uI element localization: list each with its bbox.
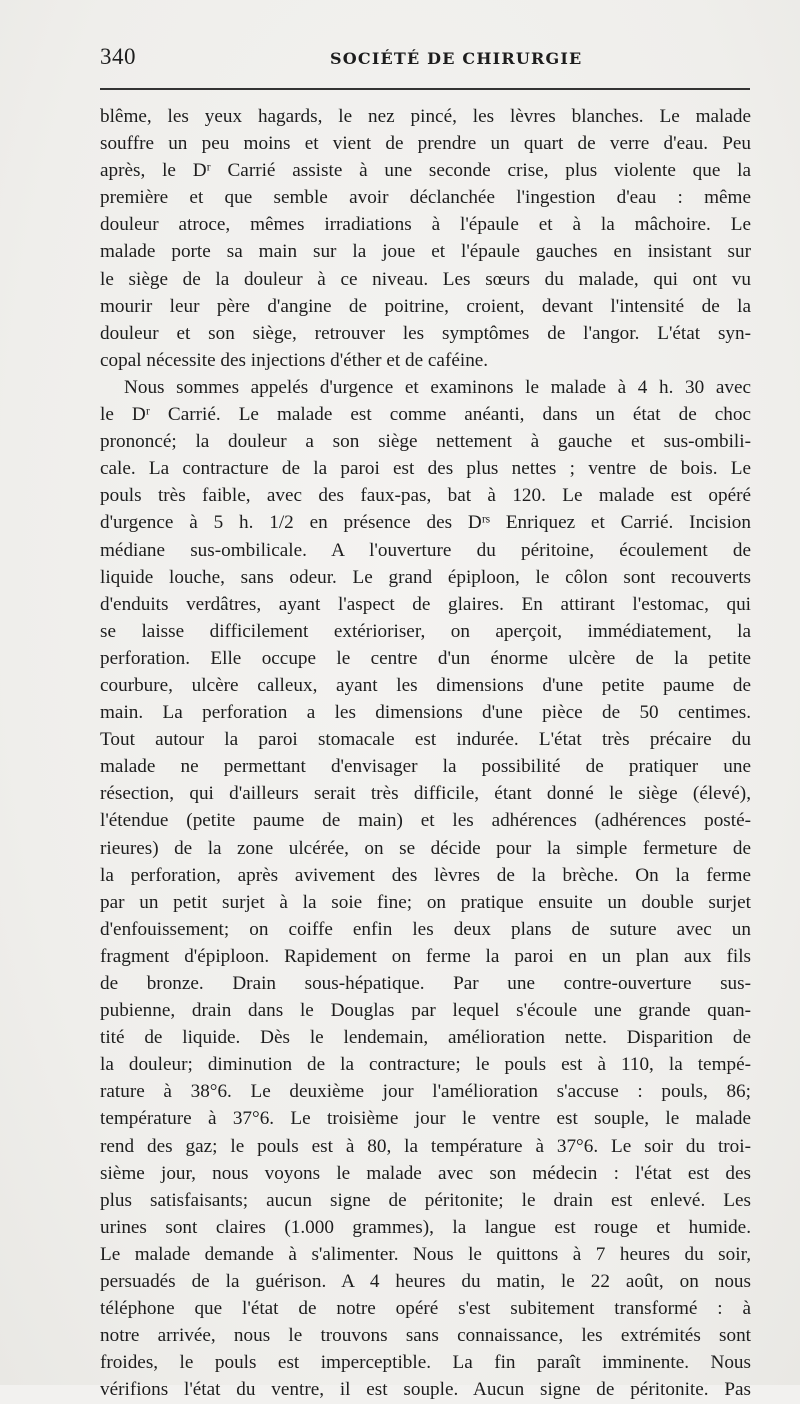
text-line: vérifions l'état du ventre, il est souple. Aucun signe de péritonite. Pas: [100, 1379, 751, 1401]
text-line: de bronze. Drain sous-hépatique. Par une contre-ouverture sus-: [100, 973, 751, 994]
text-line: Tout autour la paroi stomacale est indurée. L'état très précaire du: [100, 729, 751, 751]
text-line: d'enduits verdâtres, ayant l'aspect de glaires. En attirant l'estomac, qui: [100, 593, 751, 615]
page-header: [100, 44, 750, 74]
body-text: [100, 103, 751, 1401]
text-line: souffre un peu moins et vient de prendre un quart de verre d'eau. Peu: [100, 133, 751, 155]
header-rule: [100, 88, 750, 90]
text-line: pouls très faible, avec des faux-pas, bat à 120. Le malade est opéré: [100, 485, 751, 507]
text-line: Le malade demande à s'alimenter. Nous le quittons à 7 heures du soir,: [100, 1243, 751, 1265]
text-line: urines sont claires (1.000 grammes), la langue est rouge et humide.: [100, 1216, 751, 1238]
text-line: malade ne permettant d'envisager la possibilité de pratiquer une: [100, 756, 751, 778]
text-line: copal nécessite des injections d'éther et de caféine.: [100, 349, 489, 371]
text-line: résection, qui d'ailleurs serait très difficile, étant donné le siège (élevé),: [100, 783, 751, 805]
text-line: persuadés de la guérison. A 4 heures du matin, le 22 août, on nous: [100, 1271, 751, 1293]
text-line: par un petit surjet à la soie fine; on pratique ensuite un double surjet: [100, 891, 751, 913]
text-line: le siège de la douleur à ce niveau. Les sœurs du malade, qui ont vu: [100, 268, 751, 290]
text-line: première et que semble avoir déclanchée l'ingestion d'eau : même: [100, 187, 751, 209]
paragraph: [100, 374, 751, 1404]
text-line: la douleur; diminution de la contracture; le pouls est à 110, la tempé-: [100, 1054, 751, 1076]
text-line: fragment d'épiploon. Rapidement on ferme la paroi en un plan aux fils: [100, 945, 751, 967]
text-line: d'urgence à 5 h. 1/2 en présence des Dʳˢ Enriquez et Carrié. Incision: [100, 512, 751, 534]
text-line: perforation. Elle occupe le centre d'un énorme ulcère de la petite: [100, 647, 751, 669]
text-line: mourir leur père d'angine de poitrine, croient, devant l'intensité de la: [100, 295, 751, 317]
text-line: cale. La contracture de la paroi est des plus nettes ; ventre de bois. Le: [100, 458, 751, 480]
text-line: notre arrivée, nous le trouvons sans connaissance, les extrémités sont: [100, 1325, 751, 1347]
text-line: plus satisfaisants; aucun signe de péritonite; le drain est enlevé. Les: [100, 1189, 751, 1211]
page-number: 340: [100, 44, 136, 69]
text-line: main. La perforation a les dimensions d'une pièce de 50 centimes.: [100, 702, 751, 724]
text-line: blême, les yeux hagards, le nez pincé, les lèvres blanches. Le malade: [100, 106, 751, 127]
text-line: Nous sommes appelés d'urgence et examinons le malade à 4 h. 30 avec: [124, 376, 751, 398]
text-line: d'enfouissement; on coiffe enfin les deux plans de suture avec un: [100, 918, 751, 940]
text-line: l'étendue (petite paume de main) et les adhérences (adhérences posté-: [100, 810, 751, 832]
text-line: rature à 38°6. Le deuxième jour l'amélioration s'accuse : pouls, 86;: [100, 1081, 751, 1103]
text-line: téléphone que l'état de notre opéré s'est subitement transformé : à: [100, 1298, 751, 1320]
text-line: malade porte sa main sur la joue et l'épaule gauches en insistant sur: [100, 241, 751, 263]
text-line: se laisse difficilement extérioriser, on aperçoit, immédiatement, la: [100, 620, 751, 642]
text-line: médiane sus-ombilicale. A l'ouverture du péritoine, écoulement de: [100, 539, 751, 561]
text-line: sième jour, nous voyons le malade avec son médecin : l'état est des: [100, 1162, 751, 1184]
text-line: liquide louche, sans odeur. Le grand épiploon, le côlon sont recouverts: [100, 566, 751, 588]
text-line: courbure, ulcère calleux, ayant les dimensions d'une petite paume de: [100, 674, 751, 696]
text-line: le Dʳ Carrié. Le malade est comme anéanti, dans un état de choc: [100, 404, 751, 426]
text-line: rieures) de la zone ulcérée, on se décide pour la simple fermeture de: [100, 837, 751, 859]
text-line: température à 37°6. Le troisième jour le ventre est souple, le malade: [100, 1108, 751, 1130]
text-line: la perforation, après avivement des lèvres de la brèche. On la ferme: [100, 864, 751, 886]
text-line: rend des gaz; le pouls est à 80, la température à 37°6. Le soir du troi-: [100, 1135, 751, 1157]
text-line: douleur atroce, mêmes irradiations à l'épaule et à la mâchoire. Le: [100, 214, 751, 236]
text-line: douleur et son siège, retrouver les symptômes de l'angor. L'état syn-: [100, 322, 751, 344]
paragraph: [100, 103, 751, 374]
running-title: SOCIÉTÉ DE CHIRURGIE: [330, 49, 583, 68]
text-line: pubienne, drain dans le Douglas par lequel s'écoule une grande quan-: [100, 1000, 751, 1022]
text-line: prononcé; la douleur a son siège nettement à gauche et sus-ombili-: [100, 431, 751, 453]
text-line: tité de liquide. Dès le lendemain, amélioration nette. Disparition de: [100, 1027, 751, 1049]
text-line: après, le Dʳ Carrié assiste à une seconde crise, plus violente que la: [100, 160, 751, 182]
text-line: froides, le pouls est imperceptible. La fin paraît imminente. Nous: [100, 1352, 751, 1374]
